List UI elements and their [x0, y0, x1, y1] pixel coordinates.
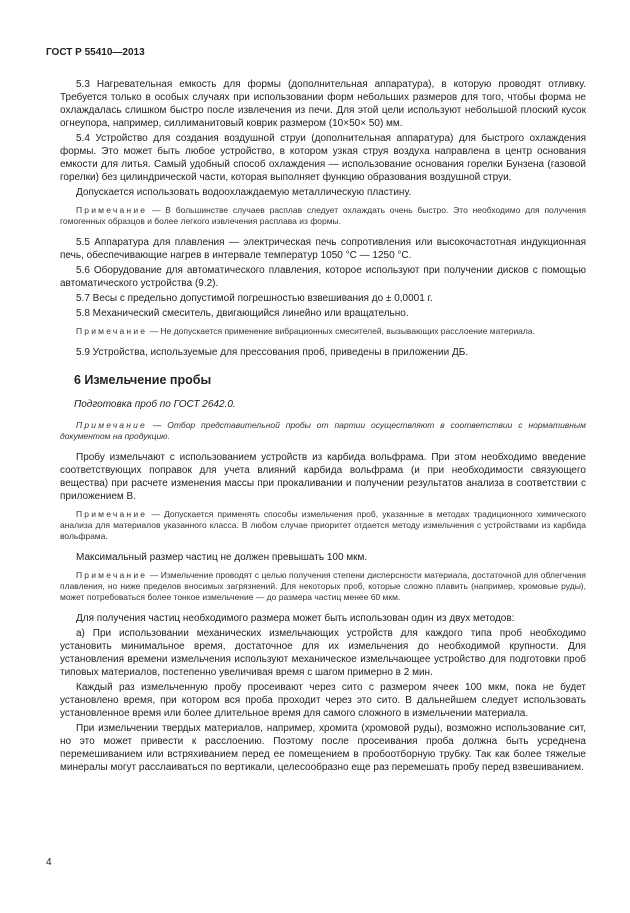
document-header: ГОСТ Р 55410—2013	[46, 47, 145, 58]
clause-5-3: 5.3 Нагревательная емкость для формы (дополнительная аппаратура), в которую проводят отливку. Требуется только в особых случаях при использовании форм небольших размеров для того, чтобы форма не охлаждалась слишком быстро после извлечения из печи. Для этой цели используют небольшой плоский кусок огнеупора, например, силлиманитовый коврик размером (10×50× 50) мм.	[60, 79, 586, 129]
note-label: Примечание	[76, 570, 148, 580]
note-label: Примечание	[76, 420, 147, 430]
note-1	[60, 205, 586, 227]
note-5	[60, 570, 586, 603]
page-number: 4	[46, 857, 52, 868]
note-5-text: — Измельчение проводят с целью получения степени дисперсности материала, достаточной для облегчения плавления, но ниже пределов вносимых загрязнений. Для некоторых проб, которые сложно плавить (например, хромовые руды), может потребоваться более тонкое измельчение — до размера частиц менее 60 мкм.	[60, 570, 586, 602]
clause-5-8: 5.8 Механический смеситель, двигающийся линейно или вращательно.	[76, 308, 409, 319]
clause-5-9: 5.9 Устройства, используемые для прессования проб, приведены в приложении ДБ.	[76, 347, 469, 358]
note-3	[60, 420, 586, 442]
note-label: Примечание	[76, 205, 148, 215]
clause-5-5: 5.5 Аппаратура для плавления — электрическая печь сопротивления или высокочастотная индукционная печь, обеспечивающие нагрев в интервале температур 1050 °C — 1250 °C.	[60, 237, 586, 261]
section-6-subtitle: Подготовка проб по ГОСТ 2642.0.	[74, 399, 236, 410]
note-3-text: — Отбор представительной пробы от партии осуществляют в соответствии с нормативным документом на продукцию.	[60, 420, 586, 441]
note-label: Примечание	[76, 509, 148, 519]
document-body	[60, 78, 586, 776]
clause-5-4: 5.4 Устройство для создания воздушной струи (дополнительная аппаратура) для быстрого охлаждения формы. Это может быть любое устройство, в котором узкая струя воздуха направлена в центр основания емкости для литья. Самый удобный способ охлаждения — использование основания горелки Бунзена (газовой горелки) без цилиндрической части, которая выполняет функцию образования воздушной струи.	[60, 133, 586, 183]
note-4-text: — Допускается применять способы измельчения проб, указанные в методах традиционного химического анализа для материалов указанного класса. В любом случае приоритет отдается методу измельчения с устройствами из карбида вольфрама.	[60, 509, 586, 541]
paragraph-6: При измельчении твердых материалов, например, хромита (хромовой руды), возможно использование сит, но это может привести к расслоению. Поэтому после просеивания проба должна быть усреднена перемешиванием или встряхиванием перед ее помещением в пробоотборную трубку. Так как более тяжелые минералы могут расслаиваться по вертикали, целесообразно еще раз перемешать пробу перед взвешиванием.	[60, 723, 586, 773]
paragraph-4: а) При использовании механических измельчающих устройств для каждого типа проб необходимо установить минимальное время, достаточное для их измельчения до необходимой крупности. Для установления времени измельчения используют механическое измельчающее устройство для подготовки проб типовых материалов, постепенно увеличивая время с шагом примерно в 2 мин.	[60, 628, 586, 678]
note-4	[60, 509, 586, 542]
clause-5-6: 5.6 Оборудование для автоматического плавления, которое используют при получении дисков с помощью автоматического устройства (9.2).	[60, 265, 586, 289]
paragraph-1: Пробу измельчают с использованием устройств из карбида вольфрама. При этом необходимо введение соответствующих поправок для учета влияний карбида вольфрама (и при необходимости связующего вещества) при расчете изменения массы при прокаливании и получении результатов анализа в соответствии с приложением В.	[60, 452, 586, 502]
note-2	[60, 326, 586, 337]
clause-5-4-addendum: Допускается использовать водоохлаждаемую металлическую пластину.	[76, 187, 412, 198]
paragraph-3: Для получения частиц необходимого размера может быть использован один из двух методов:	[76, 613, 515, 624]
note-1-text: — В большинстве случаев расплав следует охлаждать очень быстро. Это необходимо для получения гомогенных образцов и более легкого извлечения расплава из формы.	[60, 205, 586, 226]
note-label: Примечание	[76, 326, 148, 336]
paragraph-2: Максимальный размер частиц не должен превышать 100 мкм.	[76, 552, 368, 563]
clause-5-7: 5.7 Весы с предельно допустимой погрешностью взвешивания до ± 0,0001 г.	[76, 293, 433, 304]
section-6-title: 6 Измельчение пробы	[74, 373, 212, 387]
note-2-text: — Не допускается применение вибрационных смесителей, вызывающих расслоение материала.	[147, 326, 535, 336]
paragraph-5: Каждый раз измельченную пробу просеивают через сито с размером ячеек 100 мкм, пока не будет установлено время, при котором вся проба проходит через это сито. В дальнейшем следует использовать установленное время или более длительное время для самого сложного в измельчении материала.	[60, 682, 586, 719]
